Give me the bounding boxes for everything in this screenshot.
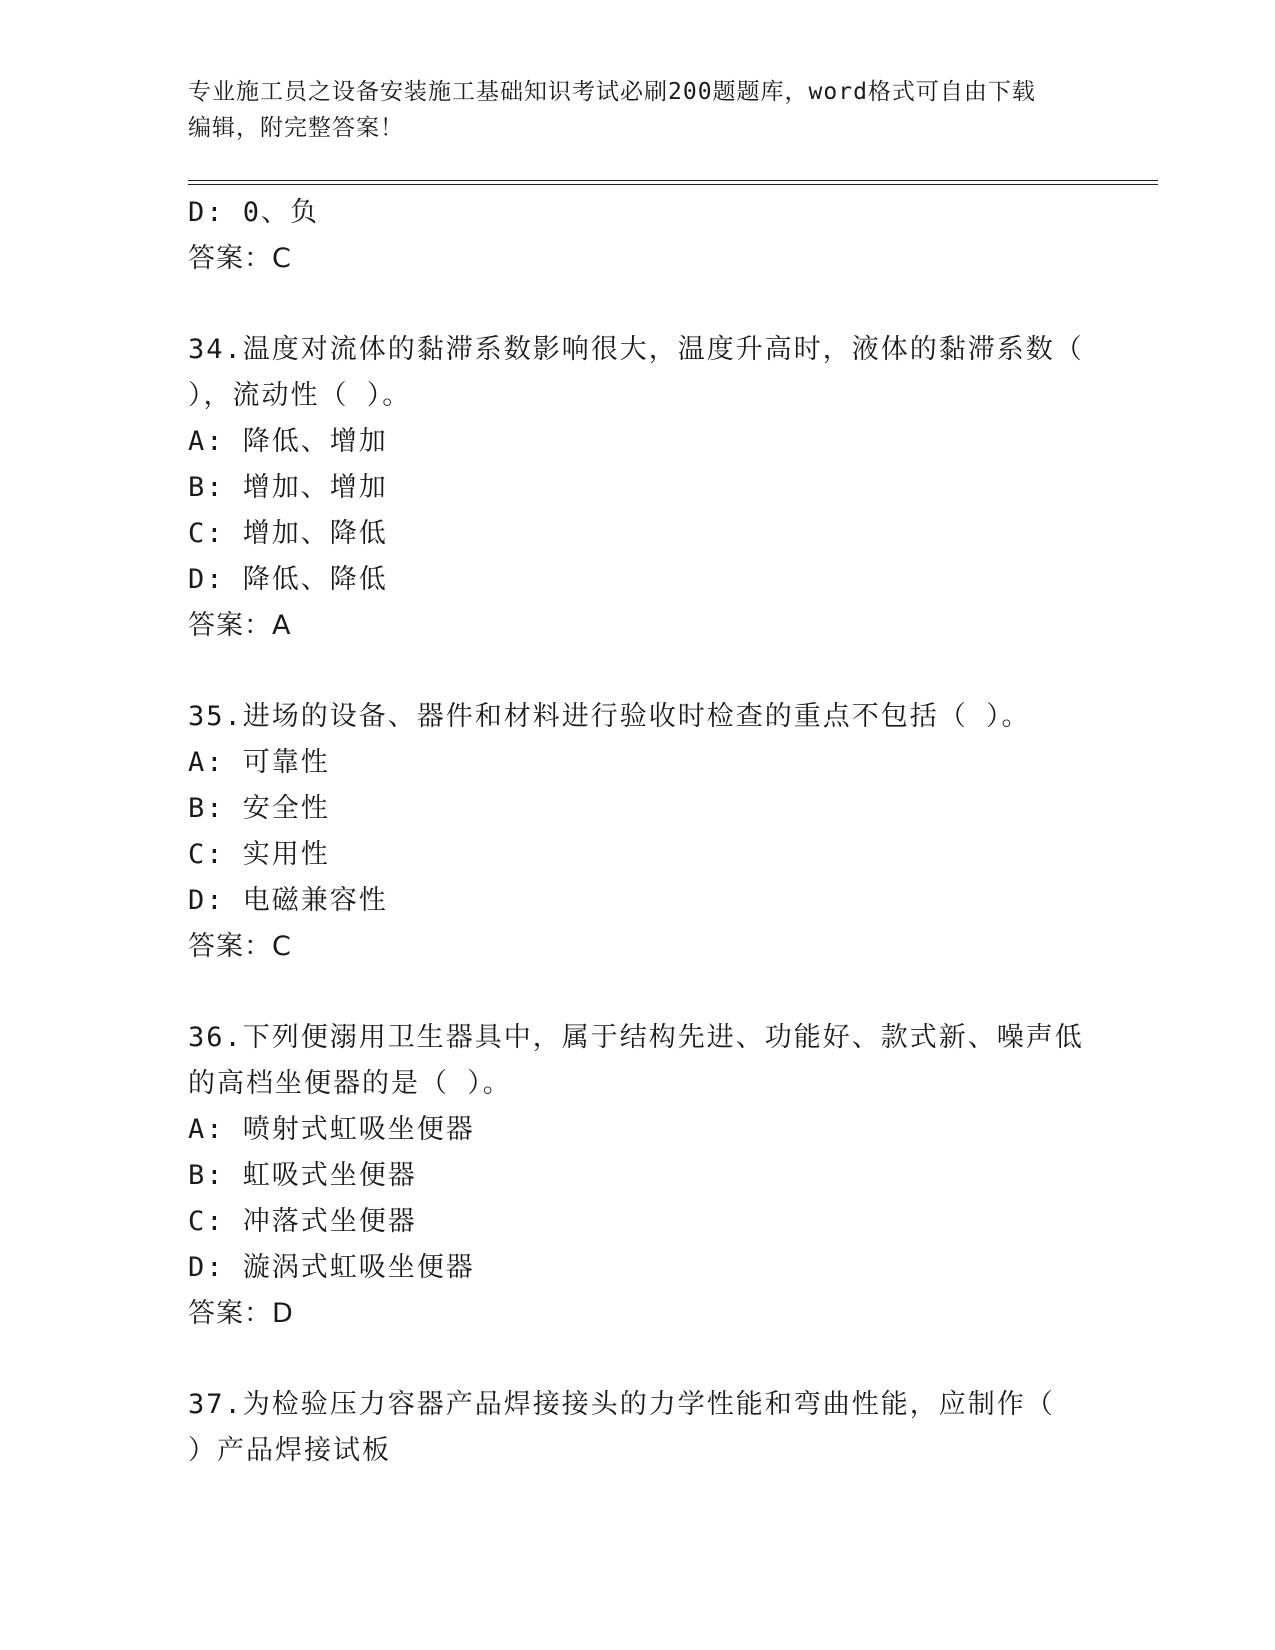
- answer: 答案：C: [188, 931, 292, 962]
- question-37: [188, 1382, 1088, 1474]
- question-stem: 35.进场的设备、器件和材料进行验收时检查的重点不包括（ ）。: [188, 701, 1031, 732]
- option-a: A: 可靠性: [188, 747, 330, 778]
- option-b: B: 增加、增加: [188, 472, 388, 503]
- answer: 答案：D: [188, 1298, 294, 1329]
- question-stem: 36.下列便溺用卫生器具中，属于结构先进、功能好、款式新、噪声低: [188, 1022, 1084, 1053]
- question-content: [188, 190, 1088, 1474]
- question-stem-continued: ），流动性（ ）。: [188, 380, 412, 411]
- question-stem-continued: ）产品焊接试板: [188, 1435, 391, 1466]
- option-c: C: 增加、降低: [188, 518, 388, 549]
- header-divider: [188, 180, 1158, 185]
- option-d: D: 电磁兼容性: [188, 885, 388, 916]
- previous-answer: 答案：C: [188, 243, 292, 274]
- option-a: A: 喷射式虹吸坐便器: [188, 1114, 475, 1145]
- question-stem: 37.为检验压力容器产品焊接接头的力学性能和弯曲性能，应制作（: [188, 1389, 1055, 1420]
- previous-option-d: D: 0、负: [188, 197, 320, 228]
- question-36: [188, 1015, 1088, 1337]
- answer: 答案：A: [188, 610, 292, 641]
- option-d: D: 降低、降低: [188, 564, 388, 595]
- option-d: D: 漩涡式虹吸坐便器: [188, 1252, 475, 1283]
- document-header: [188, 74, 1088, 146]
- question-stem-continued: 的高档坐便器的是（ ）。: [188, 1068, 512, 1099]
- option-c: C: 实用性: [188, 839, 330, 870]
- option-c: C: 冲落式坐便器: [188, 1206, 417, 1237]
- header-title-line-2: 编辑，附完整答案！: [188, 115, 404, 141]
- question-34: [188, 327, 1088, 649]
- question-35: [188, 694, 1088, 970]
- header-title-line-1: 专业施工员之设备安装施工基础知识考试必刷200题题库，word格式可自由下载: [188, 79, 1036, 105]
- option-a: A: 降低、增加: [188, 426, 388, 457]
- question-stem: 34.温度对流体的黏滞系数影响很大，温度升高时，液体的黏滞系数（: [188, 334, 1084, 365]
- option-b: B: 虹吸式坐便器: [188, 1160, 417, 1191]
- option-b: B: 安全性: [188, 793, 330, 824]
